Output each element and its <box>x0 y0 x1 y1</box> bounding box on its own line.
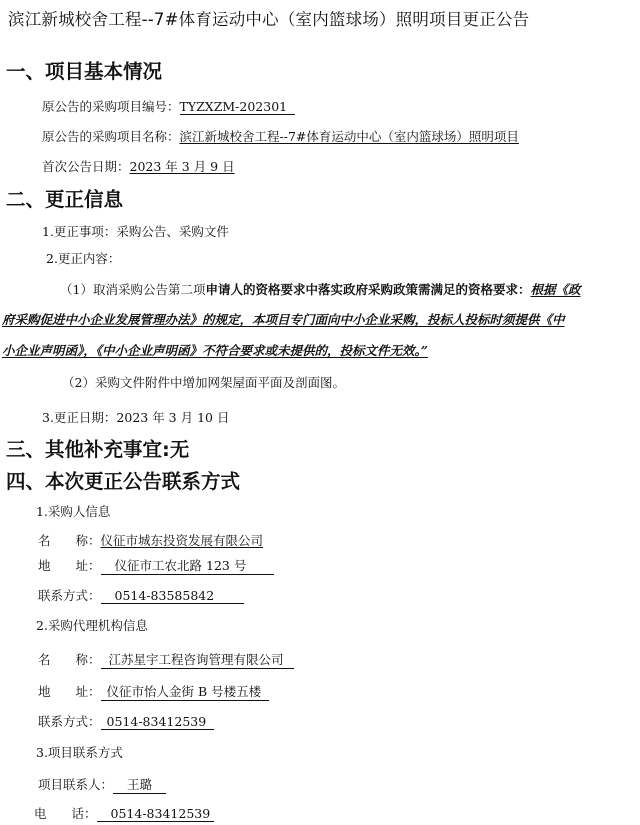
buyer-addr-value: 仪征市工农北路 123 号 <box>101 556 275 575</box>
project-contact-heading: 3.项目联系方式 <box>36 745 123 760</box>
agent-name-label: 名 称： <box>38 652 101 667</box>
buyer-phone-label: 联系方式： <box>38 588 101 603</box>
section-heading-correction: 二、更正信息 <box>6 188 124 211</box>
project-name-label: 原公告的采购项目名称： <box>42 129 180 144</box>
agent-name-row <box>38 650 294 669</box>
project-name-value: 滨江新城校舍工程--7#体育运动中心（室内篮球场）照明项目 <box>179 129 519 144</box>
agent-heading: 2.采购代理机构信息 <box>36 618 148 633</box>
correction-content-1-line1 <box>60 280 581 298</box>
buyer-name-value: 仪征市城东投资发展有限公司 <box>100 533 264 548</box>
project-phone-label: 电 话： <box>34 806 97 821</box>
buyer-heading: 1.采购人信息 <box>36 504 111 519</box>
agent-phone-value: 0514-83412539 <box>101 714 215 730</box>
buyer-addr-row <box>38 556 274 575</box>
correction-content-1-prefix: （1）取消采购公告第二项 <box>60 282 206 297</box>
buyer-addr-label: 地 址： <box>38 558 101 573</box>
section-heading-basic-info: 一、项目基本情况 <box>6 60 163 83</box>
project-name-row <box>42 127 519 145</box>
buyer-phone-value: 0514-83585842 <box>101 588 245 604</box>
buyer-phone-row <box>38 586 244 604</box>
project-contact-row <box>38 775 166 794</box>
project-contact-label: 项目联系人： <box>38 777 114 792</box>
correction-content-1-line3: 小企业声明函》，《中小企业声明函》不符合要求或未提供的，投标文件无效。” <box>2 343 428 358</box>
agent-addr-row <box>38 682 269 701</box>
correction-item-3: 3.更正日期：2023 年 3 月 10 日 <box>42 410 230 425</box>
section-heading-contact: 四、本次更正公告联系方式 <box>6 470 241 493</box>
agent-phone-row <box>38 712 214 730</box>
correction-item-1: 1.更正事项：采购公告、采购文件 <box>42 224 229 239</box>
project-phone-row <box>34 804 214 822</box>
buyer-name-label: 名 称： <box>38 533 101 548</box>
document-title: 滨江新城校舍工程--7#体育运动中心（室内篮球场）照明项目更正公告 <box>8 10 530 29</box>
agent-addr-label: 地 址： <box>38 684 101 699</box>
section-heading-other: 三、其他补充事宜:无 <box>6 438 190 461</box>
first-date-row <box>42 157 235 175</box>
correction-content-1-em-1: 根据《政 <box>530 282 581 297</box>
agent-phone-label: 联系方式： <box>38 714 101 729</box>
project-contact-value: 王璐 <box>113 775 166 794</box>
project-phone-value: 0514-83412539 <box>97 806 215 822</box>
buyer-name-row <box>38 531 263 549</box>
correction-content-1-line2: 府采购促进中小企业发展管理办法》的规定，本项目专门面向中小企业采购，投标人投标时须提供《中 <box>2 312 565 327</box>
first-date-label: 首次公告日期： <box>42 159 130 174</box>
project-no-label: 原公告的采购项目编号： <box>42 99 180 114</box>
correction-item-2: 2.更正内容： <box>46 251 121 266</box>
project-no-row <box>42 97 295 115</box>
correction-content-2: （2）采购文件附件中增加网架屋面平面及剖面图。 <box>62 375 345 390</box>
agent-name-value: 江苏星宇工程咨询管理有限公司 <box>101 650 294 669</box>
first-date-value: 2023 年 3 月 9 日 <box>129 159 235 174</box>
agent-addr-value: 仪征市怡人金街 B 号楼五楼 <box>101 682 270 701</box>
correction-content-1-bold: 申请人的资格要求中落实政府采购政策需满足的资格要求： <box>205 282 531 297</box>
project-no-value: TYZXZM-202301 <box>180 99 296 115</box>
